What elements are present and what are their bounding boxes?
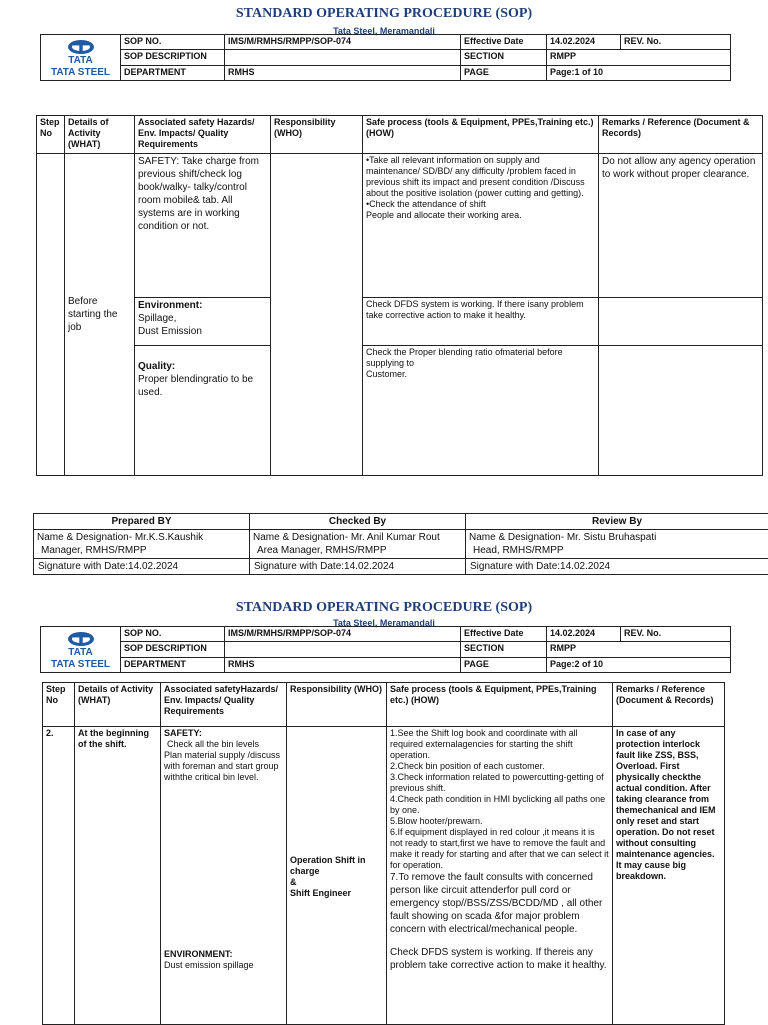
checked-by-signature: Signature with Date:14.02.2024 <box>250 559 466 575</box>
environment-text-2: Dust Emission <box>138 325 267 338</box>
safety-line-2: Plan material supply /discuss with foreman and start group withthe critical bin level. <box>164 750 283 783</box>
review-by-name <box>466 530 768 559</box>
responsibility-line-2: & <box>290 877 383 888</box>
effective-date-value: 14.02.2024 <box>547 35 621 50</box>
tata-logo-icon <box>67 631 95 647</box>
safety-process-line-1: •Take all relevant information on supply and maintenance/ SD/BD/ any difficulty /problem faced in previous shift its impact and present condition /Discuss about the positive isolation (power cutting and getting). <box>366 155 595 199</box>
page-label: PAGE <box>461 657 547 672</box>
environment-cell <box>135 298 271 346</box>
effective-date-label: Effective Date <box>461 627 547 642</box>
page2-header-table <box>40 626 731 673</box>
section-value: RMPP <box>547 50 731 65</box>
rev-no-label: REV. No. <box>621 627 731 642</box>
environment-label: ENVIRONMENT: <box>164 949 283 960</box>
safety-hazard-cell: SAFETY: Take charge from previous shift/check log book/walky- talky/control room mobile& tab. All systems are in working condition or not. <box>135 154 271 298</box>
activity-cell: At the beginning of the shift. <box>75 727 161 1025</box>
sop-no-value: IMS/M/RMHS/RMPP/SOP-074 <box>225 627 461 642</box>
environment-remark-cell <box>599 298 763 346</box>
col-responsibility: Responsibility (WHO) <box>271 116 363 154</box>
col-hazards: Associated safety Hazards/ Env. Impacts/ Quality Requirements <box>135 116 271 154</box>
signature-table <box>33 513 768 575</box>
page-label: PAGE <box>461 65 547 80</box>
environment-text: Dust emission spillage <box>164 960 283 971</box>
environment-process: Check DFDS system is working. If thereis any problem take corrective action to make it healthy. <box>390 946 609 972</box>
sop-description-label: SOP DESCRIPTION <box>121 642 225 657</box>
logo-company: TATA STEEL <box>44 659 117 671</box>
prepared-by-header: Prepared BY <box>34 514 250 530</box>
col-activity: Details of Activity (WHAT) <box>65 116 135 154</box>
review-by-signature: Signature with Date:14.02.2024 <box>466 559 768 575</box>
sop-description-value <box>225 50 461 65</box>
process-step-3: 3.Check information related to powercutting-getting of previous shift. <box>390 772 609 794</box>
col-hazards: Associated safetyHazards/ Env. Impacts/ Quality Requirements <box>161 683 287 727</box>
safety-label: SAFETY: <box>164 728 283 739</box>
sop-no-label: SOP NO. <box>121 35 225 50</box>
page-value: Page:2 of 10 <box>547 657 731 672</box>
page-value: Page:1 of 10 <box>547 65 731 80</box>
department-value: RMHS <box>225 65 461 80</box>
quality-remark-cell <box>599 346 763 476</box>
checked-by-name <box>250 530 466 559</box>
quality-process-line-1: Check the Proper blending ratio ofmaterial before supplying to <box>366 347 595 369</box>
review-by-name-line: Name & Designation- Mr. Sistu Bruhaspati <box>469 531 765 544</box>
section-label: SECTION <box>461 642 547 657</box>
process-step-1: 1.See the Shift log book and coordinate with all required externalagencies for starting the shift operation. <box>390 728 609 761</box>
tata-steel-logo <box>41 35 121 81</box>
page2-procedure-table <box>42 682 725 1025</box>
col-process: Safe process (tools & Equipment, PPEs,Training etc.) (HOW) <box>363 116 599 154</box>
review-by-designation: Head, RMHS/RMPP <box>469 544 765 557</box>
department-label: DEPARTMENT <box>121 65 225 80</box>
environment-text-1: Spillage, <box>138 312 267 325</box>
prepared-by-designation: Manager, RMHS/RMPP <box>37 544 246 557</box>
quality-process-line-2: Customer. <box>366 369 595 380</box>
rev-no-label: REV. No. <box>621 35 731 50</box>
process-step-7: 7.To remove the fault consults with concerned person like circuit attenderfor pull cord or emergency stop//BSS/ZSS/BCDD/MD , all other fault showing on scada &for major problem concern with electrical/mechanical people. <box>390 871 609 936</box>
process-step-5: 5.Blow hooter/prewarn. <box>390 816 609 827</box>
sop-description-value <box>225 642 461 657</box>
col-remarks: Remarks / Reference (Document & Records) <box>613 683 725 727</box>
quality-cell <box>135 346 271 476</box>
environment-label: Environment: <box>138 299 267 312</box>
page2-title: STANDARD OPERATING PROCEDURE (SOP) <box>0 600 768 616</box>
quality-label: Quality: <box>138 360 267 373</box>
page1-subtitle: Tata Steel, Meramandali <box>0 26 768 36</box>
sop-no-value: IMS/M/RMHS/RMPP/SOP-074 <box>225 35 461 50</box>
prepared-by-signature: Signature with Date:14.02.2024 <box>34 559 250 575</box>
safety-line-1: Check all the bin levels <box>164 739 283 750</box>
effective-date-value: 14.02.2024 <box>547 627 621 642</box>
checked-by-designation: Area Manager, RMHS/RMPP <box>253 544 462 557</box>
tata-logo-icon <box>67 39 95 55</box>
safety-process-line-2: •Check the attendance of shift <box>366 199 595 210</box>
activity-cell: Before starting the job <box>65 154 135 476</box>
col-step: Step No <box>37 116 65 154</box>
department-value: RMHS <box>225 657 461 672</box>
responsibility-cell <box>271 154 363 476</box>
prepared-by-name-line: Name & Designation- Mr.K.S.Kaushik <box>37 531 246 544</box>
logo-wordmark: TATA <box>44 647 117 659</box>
quality-text: Proper blendingratio to be used. <box>138 373 267 399</box>
environment-process-cell: Check DFDS system is working. If there isany problem take corrective action to make it healthy. <box>363 298 599 346</box>
col-process: Safe process (tools & Equipment, PPEs,Training etc.) (HOW) <box>387 683 613 727</box>
safety-process-cell <box>363 154 599 298</box>
department-label: DEPARTMENT <box>121 657 225 672</box>
col-responsibility: Responsibility (WHO) <box>287 683 387 727</box>
tata-steel-logo <box>41 627 121 673</box>
sop-no-label: SOP NO. <box>121 627 225 642</box>
review-by-header: Review By <box>466 514 768 530</box>
sop-description-label: SOP DESCRIPTION <box>121 50 225 65</box>
checked-by-name-line: Name & Designation- Mr. Anil Kumar Rout <box>253 531 462 544</box>
page1-title: STANDARD OPERATING PROCEDURE (SOP) <box>0 6 768 22</box>
responsibility-line-1: Operation Shift in charge <box>290 855 383 877</box>
checked-by-header: Checked By <box>250 514 466 530</box>
logo-company: TATA STEEL <box>44 67 117 79</box>
logo-wordmark: TATA <box>44 55 117 67</box>
safety-remark-cell: Do not allow any agency operation to work without proper clearance. <box>599 154 763 298</box>
col-remarks: Remarks / Reference (Document & Records) <box>599 116 763 154</box>
step-number: 2. <box>43 727 75 1025</box>
quality-process-cell <box>363 346 599 476</box>
process-step-6: 6.If equipment displayed in red colour ,it means it is not ready to start,first we have to remove the fault and make it ready for starting and after that we can select it for operation. <box>390 827 609 871</box>
responsibility-cell <box>287 727 387 1025</box>
safety-process-line-3: People and allocate their working area. <box>366 210 595 221</box>
page1-procedure-table <box>36 115 763 476</box>
col-activity: Details of Activity (WHAT) <box>75 683 161 727</box>
col-step: Step No <box>43 683 75 727</box>
page1-header-table <box>40 34 731 81</box>
prepared-by-name <box>34 530 250 559</box>
responsibility-line-3: Shift Engineer <box>290 888 383 899</box>
hazards-cell <box>161 727 287 1025</box>
process-step-2: 2.Check bin position of each customer. <box>390 761 609 772</box>
effective-date-label: Effective Date <box>461 35 547 50</box>
page2-subtitle: Tata Steel, Meramandali <box>0 618 768 628</box>
step-cell <box>37 154 65 476</box>
process-cell <box>387 727 613 1025</box>
section-label: SECTION <box>461 50 547 65</box>
remarks-cell: In case of any protection interlock fault like ZSS, BSS, Overload. First physically checkthe actual condition. After taking clearance from themechanical and IEM only reset and start operation. Do not reset without consulting maintenance agencies. It may cause big breakdown. <box>613 727 725 1025</box>
section-value: RMPP <box>547 642 731 657</box>
process-step-4: 4.Check path condition in HMI byclicking all paths one by one. <box>390 794 609 816</box>
